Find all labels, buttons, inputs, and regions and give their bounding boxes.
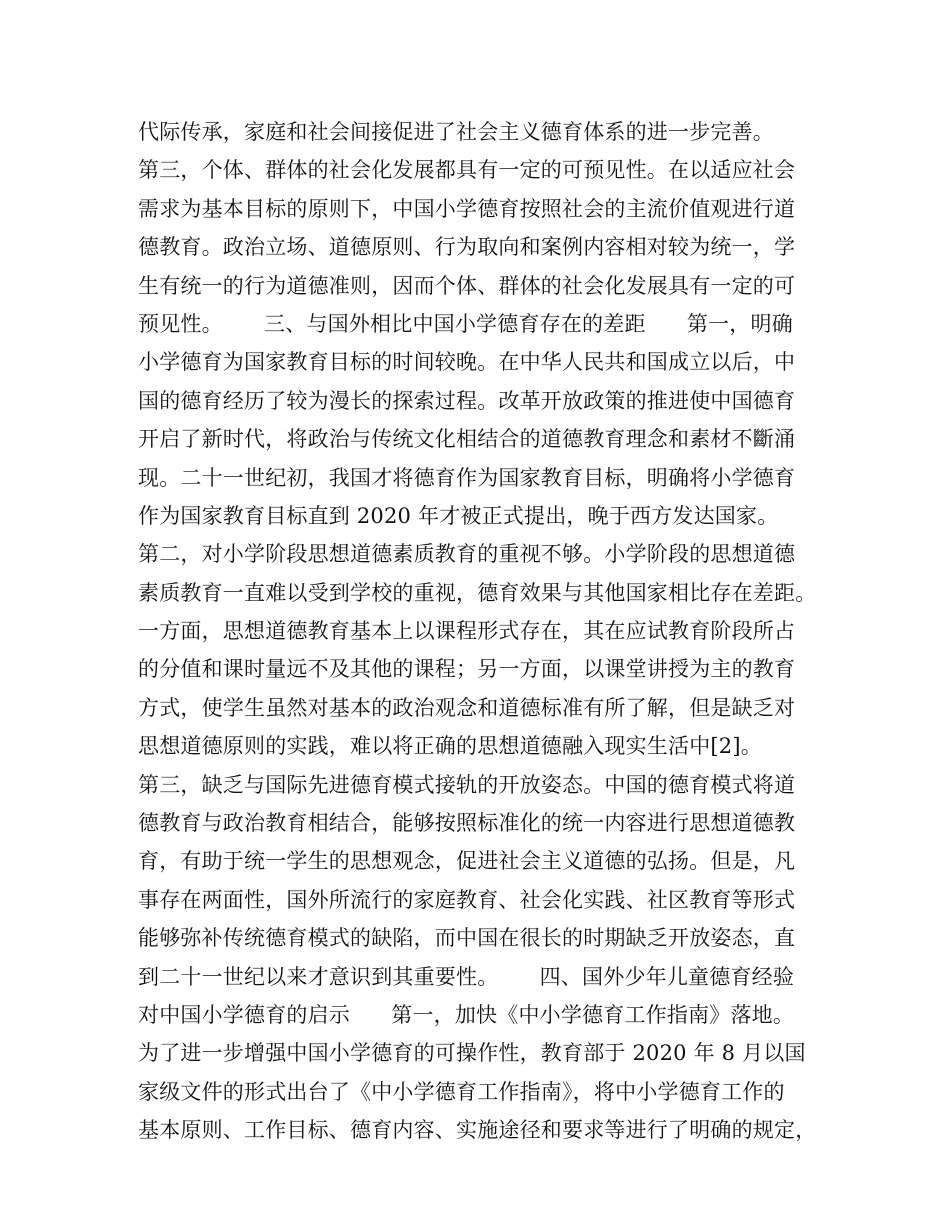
text-line: 生有统一的行为道德准则，因而个体、群体的社会化发展具有一定的可 — [138, 273, 796, 298]
text-line: 作为国家教育目标直到 2020 年才被正式提出，晚于西方发达国家。 — [138, 503, 779, 528]
text-line: 到二十一世纪以来才意识到其重要性。 四、国外少年儿童德育经验 — [138, 964, 795, 989]
text-line: 需求为基本目标的原则下，中国小学德育按照社会的主流价值观进行道 — [138, 196, 796, 221]
text-line: 素质教育一直难以受到学校的重视，德育效果与其他国家相比存在差距。 — [138, 580, 817, 605]
text-line: 第二，对小学阶段思想道德素质教育的重视不够。小学阶段的思想道德 — [138, 542, 796, 567]
body-text — [138, 113, 838, 1150]
text-line: 方式，使学生虽然对基本的政治观念和道德标准有所了解，但是缺乏对 — [138, 695, 796, 720]
text-line: 开启了新时代，将政治与传统文化相结合的道德教育理念和素材不斷涌 — [138, 427, 796, 452]
text-line: 思想道德原则的实践，难以将正确的思想道德融入现实生活中[2]。 — [138, 734, 762, 759]
text-line: 的分值和课时量远不及其他的课程；另一方面，以课堂讲授为主的教育 — [138, 657, 796, 682]
text-line: 能够弥补传统德育模式的缺陷，而中国在很长的时期缺乏开放姿态，直 — [138, 926, 796, 951]
text-line: 育，有助于统一学生的思想观念，促进社会主义道德的弘扬。但是，凡 — [138, 849, 796, 874]
text-line: 国的德育经历了较为漫长的探索过程。改革开放政策的推进使中国德育 — [138, 388, 796, 413]
text-line: 一方面，思想道德教育基本上以课程形式存在，其在应试教育阶段所占 — [138, 619, 796, 644]
text-line: 家级文件的形式出台了《中小学德育工作指南》，将中小学德育工作的 — [138, 1079, 785, 1104]
text-line: 德教育。政治立场、道德原则、行为取向和案例内容相对较为统一，学 — [138, 235, 796, 260]
text-line: 代际传承，家庭和社会间接促进了社会主义德育体系的进一步完善。 — [138, 120, 774, 144]
text-line: 对中国小学德育的启示 第一，加快《中小学德育工作指南》落地。 — [138, 1002, 795, 1027]
text-line: 第三，个体、群体的社会化发展都具有一定的可预见性。在以适应社会 — [138, 158, 796, 183]
text-line: 第三，缺乏与国际先进德育模式接轨的开放姿态。中国的德育模式将道 — [138, 772, 796, 797]
text-line: 事存在两面性，国外所流行的家庭教育、社会化实践、社区教育等形式 — [138, 887, 796, 912]
text-line: 为了进一步增强中国小学德育的可操作性，教育部于 2020 年 8 月以国 — [138, 1041, 806, 1066]
text-line: 现。二十一世纪初，我国才将德育作为国家教育目标，明确将小学德育 — [138, 465, 796, 490]
text-line: 预见性。 三、与国外相比中国小学德育存在的差距 第一，明确 — [138, 311, 793, 336]
text-line: 基本原则、工作目标、德育内容、实施途径和要求等进行了明确的规定， — [138, 1118, 817, 1143]
text-line: 小学德育为国家教育目标的时间较晚。在中华人民共和国成立以后，中 — [138, 350, 796, 375]
text-line: 德教育与政治教育相结合，能够按照标准化的统一内容进行思想道德教 — [138, 811, 796, 836]
